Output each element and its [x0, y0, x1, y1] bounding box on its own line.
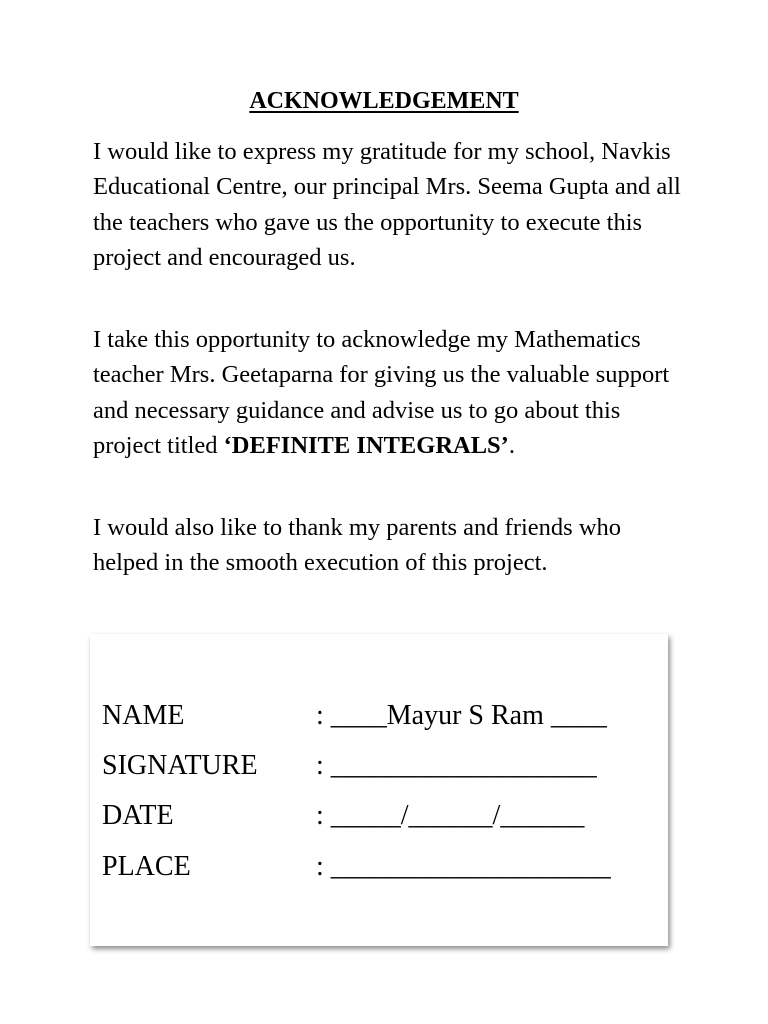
date-row — [102, 796, 662, 836]
page-title: ACKNOWLEDGEMENT — [249, 88, 519, 114]
date-value: : _____/______/______ — [316, 800, 585, 831]
teacher-paragraph-text: I take this opportunity to acknowledge my Mathematics teacher Mrs. Geetaparna for giving us the valuable support and necessary guidance and advise us to go about this project titled — [93, 326, 670, 459]
teacher-paragraph-end: . — [508, 431, 515, 459]
name-row — [102, 696, 662, 736]
place-value: : ____________________ — [316, 851, 611, 882]
gratitude-paragraph: I would like to express my gratitude for my school, Navkis Educational Centre, our principal Mrs. Seema Gupta and all the teachers who gave us the opportunity to execute this project and encouraged us. — [93, 138, 681, 271]
project-title: ‘DEFINITE INTEGRALS’ — [223, 431, 509, 459]
signature-label: SIGNATURE — [102, 750, 258, 781]
signature-value: : ___________________ — [316, 750, 597, 781]
name-value: : ____Mayur S Ram ____ — [316, 700, 607, 731]
signature-block — [90, 634, 668, 946]
teacher-paragraph — [93, 322, 688, 463]
place-row — [102, 847, 662, 887]
date-label: DATE — [102, 800, 174, 831]
signature-row — [102, 746, 662, 786]
place-label: PLACE — [102, 851, 191, 882]
parents-paragraph: I would also like to thank my parents and friends who helped in the smooth execution of this project. — [93, 514, 622, 577]
name-label: NAME — [102, 700, 185, 731]
